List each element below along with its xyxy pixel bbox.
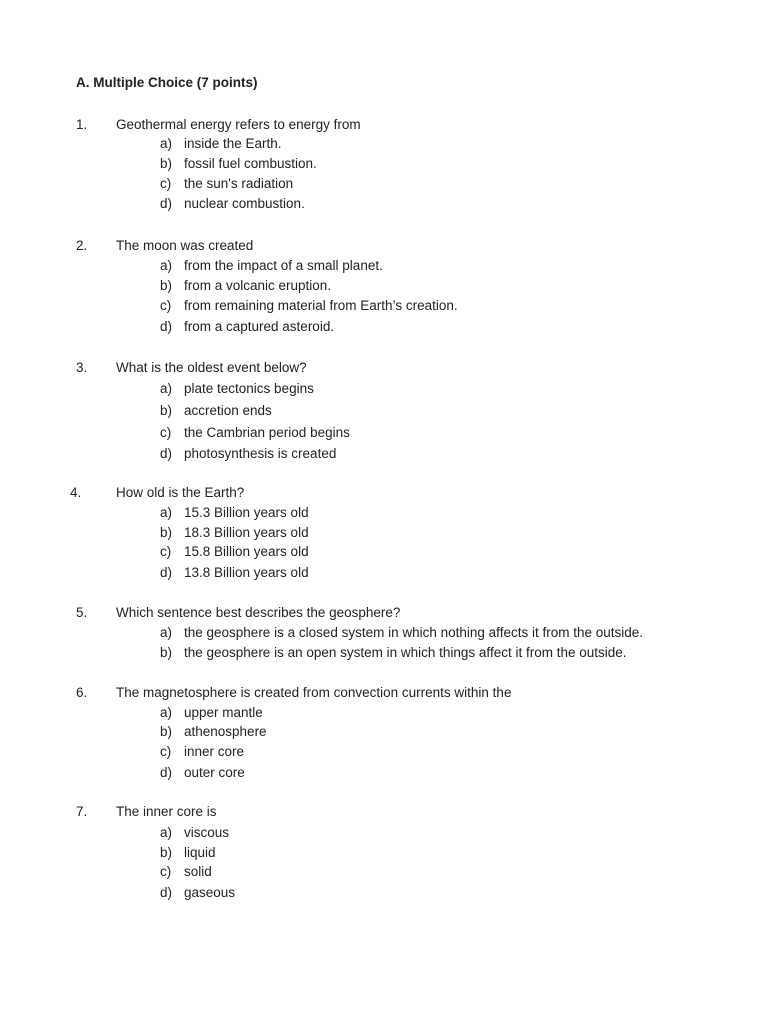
option-d[interactable] (160, 884, 235, 902)
option-b[interactable] (160, 723, 267, 741)
option-text: the Cambrian period begins (184, 425, 350, 440)
option-text: 15.8 Billion years old (184, 544, 309, 559)
option-letter: a) (160, 825, 173, 840)
question-text: How old is the Earth? (116, 485, 245, 500)
option-letter: a) (160, 625, 173, 640)
option-letter: d) (160, 196, 173, 211)
option-letter: c) (160, 744, 172, 759)
question-number: 6. (76, 685, 88, 700)
option-text: 13.8 Billion years old (184, 565, 309, 580)
option-text: nuclear combustion. (184, 196, 305, 211)
option-c[interactable] (160, 543, 309, 561)
question-number: 4. (70, 485, 82, 500)
option-letter: d) (160, 319, 173, 334)
option-text: 18.3 Billion years old (184, 525, 309, 540)
option-letter: c) (160, 176, 172, 191)
option-text: upper mantle (184, 705, 263, 720)
option-text: gaseous (184, 885, 236, 900)
option-text: accretion ends (184, 403, 272, 418)
option-text: the sun's radiation (184, 176, 294, 191)
option-c[interactable] (160, 863, 212, 881)
option-text: plate tectonics begins (184, 381, 314, 396)
option-d[interactable] (160, 318, 334, 336)
option-letter: b) (160, 156, 173, 171)
option-c[interactable] (160, 175, 293, 193)
option-letter: c) (160, 544, 172, 559)
option-letter: d) (160, 765, 173, 780)
option-c[interactable] (160, 743, 244, 761)
option-text: athenosphere (184, 724, 267, 739)
option-a[interactable] (160, 135, 282, 153)
option-letter: c) (160, 864, 172, 879)
option-text: photosynthesis is created (184, 446, 337, 461)
option-text: the geosphere is an open system in which things affect it from the outside. (184, 645, 627, 660)
option-letter: b) (160, 403, 173, 418)
question-text: The moon was created (116, 238, 254, 253)
option-d[interactable] (160, 195, 305, 213)
option-a[interactable] (160, 704, 263, 722)
question-number: 2. (76, 238, 88, 253)
option-c[interactable] (160, 297, 458, 315)
question-number: 7. (76, 804, 88, 819)
option-text: from the impact of a small planet. (184, 258, 383, 273)
option-c[interactable] (160, 424, 350, 442)
question-text: The inner core is (116, 804, 217, 819)
option-b[interactable] (160, 524, 309, 542)
question-text: Which sentence best describes the geosphere? (116, 605, 401, 620)
option-letter: b) (160, 525, 173, 540)
question-text: Geothermal energy refers to energy from (116, 117, 361, 132)
option-a[interactable] (160, 257, 383, 275)
option-text: 15.3 Billion years old (184, 505, 309, 520)
option-text: from remaining material from Earth’s creation. (184, 298, 458, 313)
option-text: from a volcanic eruption. (184, 278, 332, 293)
option-letter: a) (160, 705, 173, 720)
option-letter: c) (160, 298, 172, 313)
option-letter: b) (160, 845, 173, 860)
option-b[interactable] (160, 844, 216, 862)
option-letter: b) (160, 278, 173, 293)
option-text: inside the Earth. (184, 136, 282, 151)
question-number: 5. (76, 605, 88, 620)
question-text: What is the oldest event below? (116, 360, 307, 375)
option-text: solid (184, 864, 212, 879)
option-letter: b) (160, 645, 173, 660)
option-text: the geosphere is a closed system in which nothing affects it from the outside. (184, 625, 643, 640)
option-a[interactable] (160, 624, 643, 642)
option-text: inner core (184, 744, 245, 759)
option-letter: b) (160, 724, 173, 739)
option-d[interactable] (160, 445, 336, 463)
option-a[interactable] (160, 504, 309, 522)
option-a[interactable] (160, 380, 314, 398)
option-a[interactable] (160, 824, 229, 842)
option-letter: c) (160, 425, 172, 440)
option-b[interactable] (160, 402, 272, 420)
option-text: from a captured asteroid. (184, 319, 335, 334)
section-title: A. Multiple Choice (7 points) (76, 75, 258, 90)
option-d[interactable] (160, 564, 309, 582)
option-letter: d) (160, 565, 173, 580)
option-b[interactable] (160, 644, 627, 662)
option-b[interactable] (160, 155, 317, 173)
question-text: The magnetosphere is created from convection currents within the (116, 685, 512, 700)
question-number: 1. (76, 117, 88, 132)
option-text: viscous (184, 825, 230, 840)
option-text: outer core (184, 765, 245, 780)
option-b[interactable] (160, 277, 331, 295)
option-letter: d) (160, 885, 173, 900)
option-d[interactable] (160, 764, 245, 782)
option-letter: a) (160, 381, 173, 396)
option-letter: d) (160, 446, 173, 461)
option-letter: a) (160, 136, 173, 151)
option-letter: a) (160, 258, 173, 273)
option-text: fossil fuel combustion. (184, 156, 317, 171)
question-number: 3. (76, 360, 88, 375)
option-text: liquid (184, 845, 216, 860)
option-letter: a) (160, 505, 173, 520)
